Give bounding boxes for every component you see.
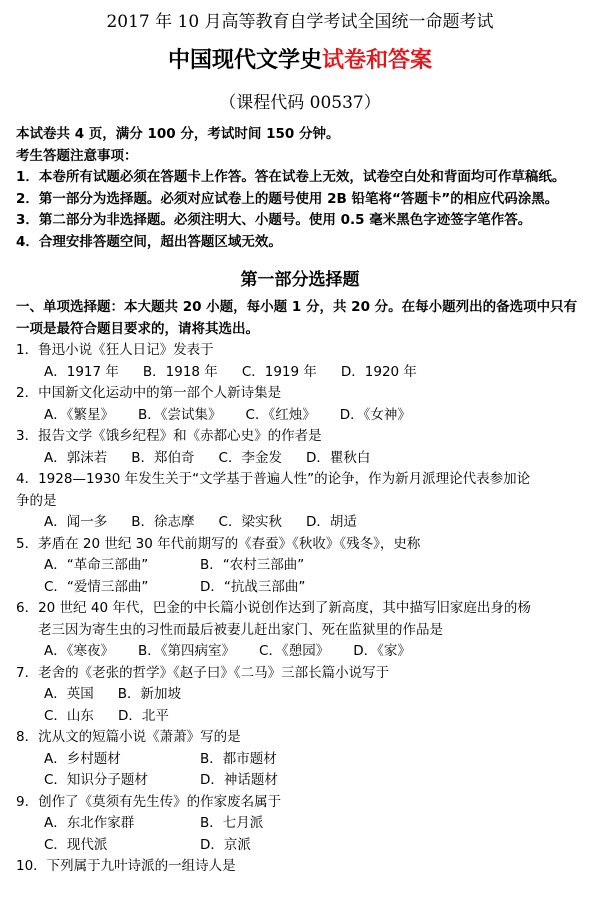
- option-c: C．梁实秋: [218, 514, 282, 530]
- title-highlight: 试卷和答案: [322, 47, 433, 73]
- question-stem: 7．老舍的《老张的哲学》《赵子曰》《二马》三部长篇小说写于: [16, 664, 390, 681]
- option-b: B．《第四病室》: [138, 643, 236, 659]
- question-item: [16, 663, 586, 728]
- notice-line-1: 本试卷共 4 页，满分 100 分，考试时间 150 分钟。: [16, 126, 340, 142]
- option-d: D．北平: [117, 707, 169, 724]
- option-d: D．神话题材: [200, 772, 278, 788]
- question-item: [16, 534, 586, 599]
- question-options: [16, 684, 586, 706]
- question-stem-continued: 老三因为寄生虫的习性而最后被妻儿赶出家门、死在监狱里的作品是: [38, 621, 443, 638]
- option-c: C．山东: [44, 707, 94, 724]
- option-c: C．知识分子题材: [44, 772, 148, 788]
- question-stem: 1．鲁迅小说《狂人日记》发表于: [16, 342, 214, 358]
- notice-item: 2．第一部分为选择题。必须对应试卷上的题号使用 2B 铅笔将“答题卡”的相应代码涂黑。: [16, 190, 559, 207]
- option-a: A．1917 年: [44, 363, 119, 380]
- question-options: [16, 362, 586, 384]
- question-options: [16, 555, 586, 577]
- option-d: D．1920 年: [340, 363, 417, 380]
- course-code: （课程代码 00537）: [219, 93, 381, 113]
- exam-header: 2017 年 10 月高等教育自学考试全国统一命题考试: [106, 12, 494, 32]
- option-a: A．郭沫若: [44, 449, 108, 466]
- part-title: 第一部分选择题: [240, 270, 360, 290]
- question-options: [16, 512, 586, 534]
- question-item: [16, 727, 586, 792]
- question-stem: 8．沈从文的短篇小说《萧萧》写的是: [16, 729, 241, 745]
- option-c: C．“爱情三部曲”: [44, 578, 149, 595]
- option-b: B．郑伯奇: [131, 449, 195, 466]
- option-b: B．新加坡: [117, 686, 182, 702]
- option-c: C．现代派: [44, 836, 108, 853]
- question-item: [16, 469, 586, 534]
- question-stem: 2．中国新文化运动中的第一部个人新诗集是: [16, 385, 282, 401]
- question-options: [16, 641, 586, 663]
- section-description: 一、单项选择题：本大题共 20 小题，每小题 1 分，共 20 分。在每小题列出的备选项中只有一项是最符合题目要求的，请将其选出。: [16, 299, 578, 337]
- question-item: [16, 340, 586, 383]
- notice-item: 4．合理安排答题空间，超出答题区域无效。: [16, 233, 282, 250]
- option-d: D．胡适: [305, 514, 357, 530]
- option-b: B．七月派: [200, 815, 264, 831]
- option-c: C．《红烛》: [245, 406, 316, 423]
- question-section: [0, 297, 600, 878]
- question-options: [16, 405, 586, 427]
- option-d: D．“抗战三部曲”: [200, 578, 306, 595]
- option-a: A．乡村题材: [44, 750, 121, 767]
- option-b: B．徐志摩: [131, 514, 195, 530]
- option-d: D．《家》: [353, 643, 411, 659]
- option-d: D．瞿秋白: [305, 449, 371, 466]
- question-options: [16, 835, 586, 857]
- question-options: [16, 770, 586, 792]
- question-stem: 9．创作了《莫须有先生传》的作家废名属于: [16, 793, 282, 810]
- question-stem: 4．1928—1930 年发生关于“文学基于普遍人性”的论争，作为新月派理论代表参加论: [16, 471, 531, 487]
- exam-notice: [0, 124, 600, 253]
- option-c: C．1919 年: [241, 363, 317, 380]
- option-a: A．闻一多: [44, 514, 108, 530]
- option-a: A．“革命三部曲”: [44, 557, 149, 573]
- option-c: C．《憩园》: [259, 643, 330, 659]
- question-stem: 10．下列属于九叶诗派的一组诗人是: [16, 858, 236, 874]
- option-d: D．京派: [200, 836, 251, 853]
- option-b: B．都市题材: [200, 750, 277, 767]
- option-b: B．《尝试集》: [138, 406, 222, 423]
- notice-item: 1．本卷所有试题必须在答题卡上作答。答在试卷上无效，试卷空白处和背面均可作草稿纸。: [16, 169, 566, 185]
- question-stem: 3．报告文学《饿乡纪程》和《赤都心史》的作者是: [16, 428, 322, 444]
- notice-line-2: 考生答题注意事项：: [16, 147, 138, 164]
- option-b: B．1918 年: [142, 363, 218, 380]
- question-options: [16, 577, 586, 599]
- question-stem: 6．20 世纪 40 年代，巴金的中长篇小说创作达到了新高度，其中描写旧家庭出身的杨: [16, 600, 531, 616]
- question-stem-continued: 争的是: [16, 492, 57, 509]
- option-c: C．李金发: [218, 449, 282, 466]
- question-item: [16, 792, 586, 857]
- question-item: [16, 383, 586, 426]
- option-a: A．东北作家群: [44, 815, 135, 831]
- page-title: [0, 38, 600, 82]
- question-item: [16, 598, 586, 663]
- question-options: [16, 749, 586, 771]
- option-a: A．英国: [44, 686, 94, 702]
- question-item: [16, 426, 586, 469]
- question-options: [16, 448, 586, 470]
- title-subject: 中国现代文学史: [167, 47, 322, 73]
- option-a: A．《寒夜》: [44, 643, 114, 659]
- notice-item: 3．第二部分为非选择题。必须注明大、小题号。使用 0.5 毫米黑色字迹签字笔作答。: [16, 212, 532, 228]
- option-b: B．“农村三部曲”: [200, 557, 305, 573]
- question-options: [16, 813, 586, 835]
- question-stem: 5．茅盾在 20 世纪 30 年代前期写的《春蚕》《秋收》《残冬》，史称: [16, 535, 421, 552]
- question-options: [16, 706, 586, 728]
- option-a: A．《繁星》: [44, 406, 114, 423]
- option-d: D．《女神》: [339, 406, 411, 423]
- question-item: [16, 856, 586, 878]
